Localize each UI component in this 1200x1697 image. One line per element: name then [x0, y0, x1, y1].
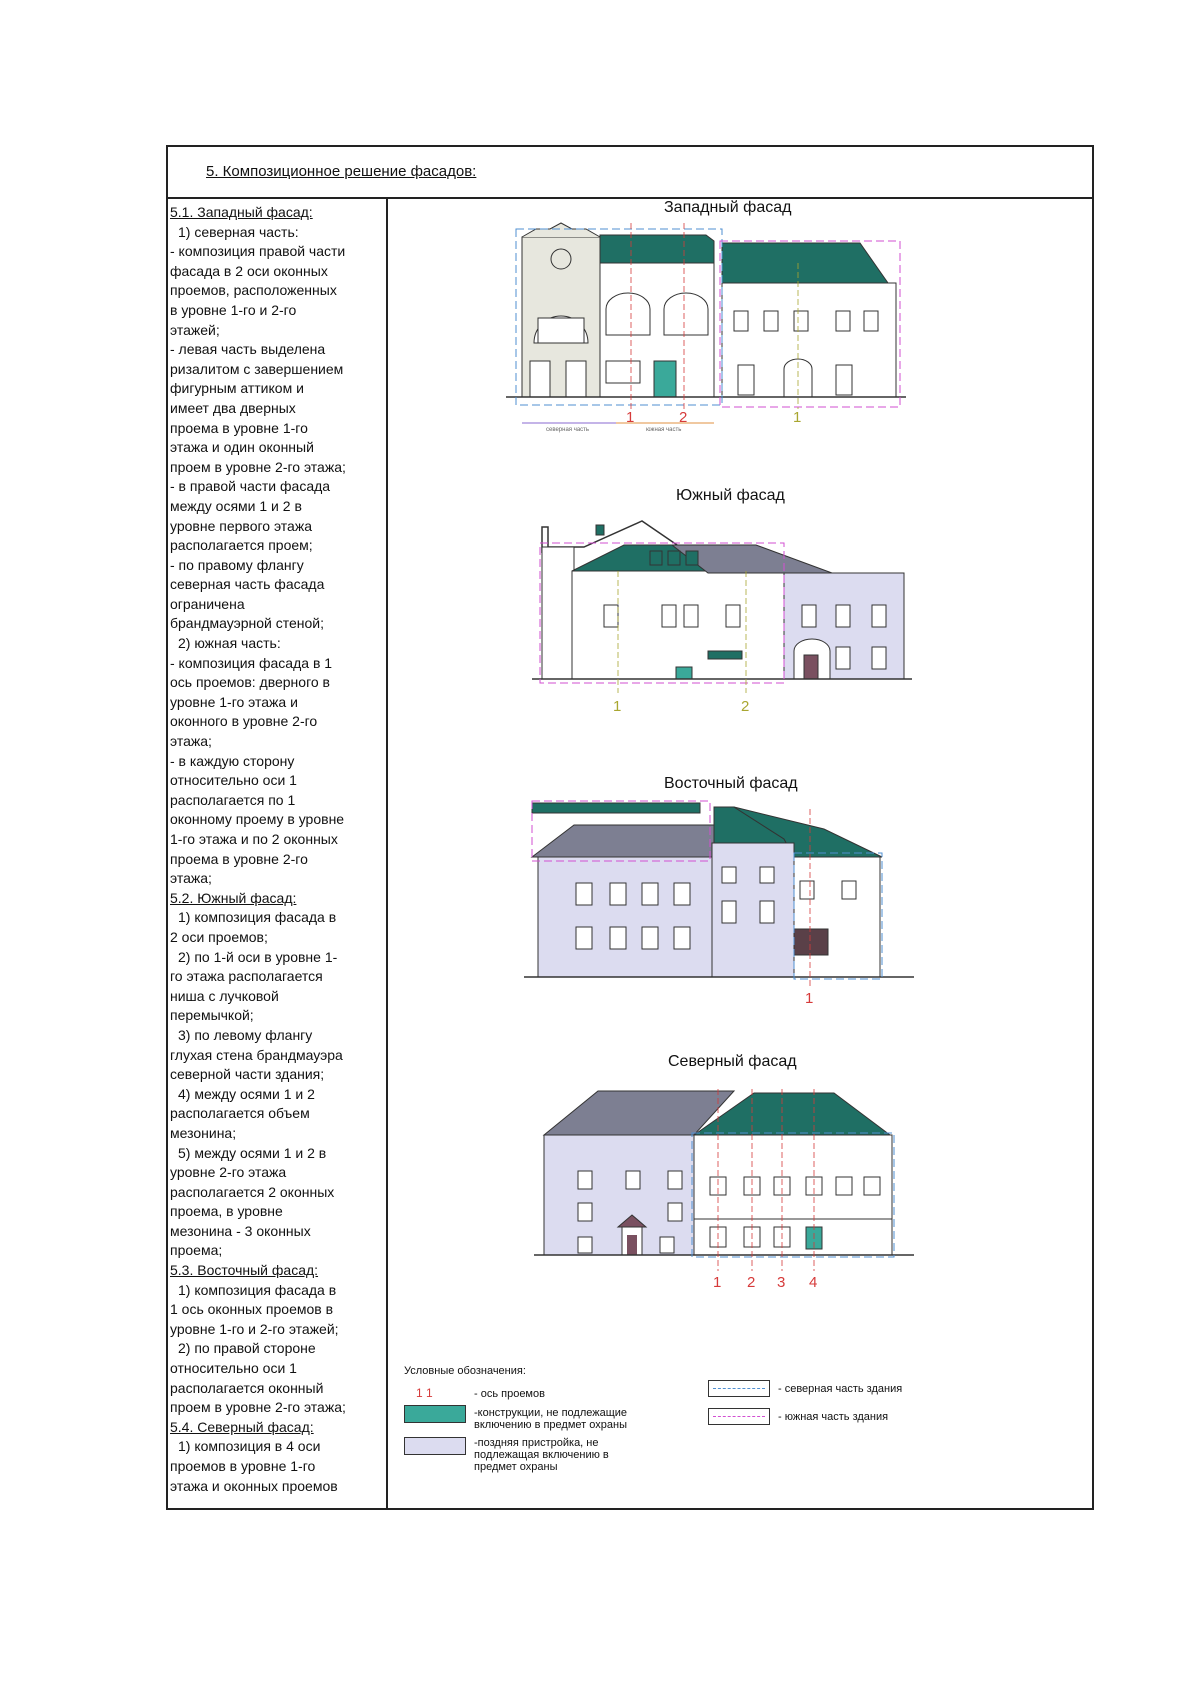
description-line: уровне 1-го этажа и [170, 693, 298, 710]
description-line: располагается проем; [170, 537, 313, 554]
description-line: уровне 2-го этажа [170, 1164, 287, 1181]
south-facade-drawing [532, 515, 912, 715]
south-axis-1: 1 [613, 698, 622, 715]
description-line: располагается оконный [170, 1379, 324, 1396]
description-line: - левая часть выделена [170, 341, 326, 358]
legend-constructions-label: -конструкции, не подлежащие включению в предмет охраны [474, 1407, 628, 1431]
legend-constructions-swatch [404, 1405, 466, 1423]
east-axis-1: 1 [805, 990, 814, 1007]
section-heading: 5.2. Южный фасад: [170, 889, 297, 906]
legend-extension-swatch [404, 1437, 466, 1455]
description-line: проема, в уровне [170, 1203, 283, 1220]
description-line: уровне первого этажа [170, 517, 312, 534]
west-part-label-south: южная часть [646, 427, 682, 433]
description-line: - в правой части фасада [170, 478, 331, 495]
east-facade-drawing [524, 799, 914, 1007]
description-line: между осями 1 и 2 в [170, 497, 302, 514]
description-line: проема в уровне 2-го [170, 850, 308, 867]
description-line: фигурным аттиком и [170, 380, 304, 397]
document-frame [166, 145, 1094, 1510]
description-line: 2) южная часть: [178, 635, 281, 652]
description-line: 5) между осями 1 и 2 в [178, 1144, 327, 1161]
west-axis-2: 2 [679, 409, 688, 426]
description-line: проем в уровне 2-го этажа; [170, 458, 346, 475]
description-line: 1) композиция фасада в [178, 1281, 337, 1298]
description-line: 4) между осями 1 и 2 [178, 1085, 315, 1102]
description-line: проемов, расположенных [170, 282, 337, 299]
description-line: 1) северная часть: [178, 223, 299, 240]
description-line: брандмауэрной стеной; [170, 615, 325, 632]
description-line: этажа; [170, 870, 212, 887]
description-line: 2) по 1-й оси в уровне 1- [178, 948, 338, 965]
west-facade-title: Западный фасад [664, 199, 792, 216]
header-row [168, 147, 1092, 199]
description-line: мезонина; [170, 1124, 237, 1141]
description-line: относительно оси 1 [170, 1360, 297, 1377]
description-line: этажа; [170, 733, 212, 750]
description-line: - композиция фасада в 1 [170, 654, 333, 671]
description-line: 1) композиция в 4 оси [178, 1438, 321, 1455]
north-facade-title: Северный фасад [668, 1053, 797, 1070]
north-axis-2: 2 [747, 1274, 756, 1291]
description-line: 1-го этажа и по 2 оконных [170, 831, 338, 847]
description-line: 2 оси проемов; [170, 928, 268, 945]
section-heading: 5.3. Восточный фасад: [170, 1262, 319, 1279]
north-facade-drawing [534, 1081, 914, 1291]
description-line: ограничена [170, 595, 245, 612]
north-axis-1: 1 [713, 1274, 722, 1291]
description-line: северной части здания; [170, 1066, 325, 1083]
west-axis-3: 1 [793, 409, 802, 426]
description-line: 3) по левому флангу [178, 1026, 313, 1043]
description-line: перемычкой; [170, 1007, 254, 1024]
legend-axis-symbol: 1 1 [416, 1386, 433, 1400]
description-line: проема; [170, 1242, 223, 1259]
description-line: - по правому флангу [170, 556, 304, 573]
west-facade-drawing [506, 223, 926, 433]
description-line: мезонина - 3 оконных [170, 1222, 311, 1239]
description-line: относительно оси 1 [170, 772, 297, 789]
description-line: проема в уровне 1-го [170, 419, 308, 436]
description-line: северная часть фасада [170, 576, 325, 593]
legend-south-label: - южная часть здания [778, 1411, 889, 1423]
description-line: имеет два дверных [170, 399, 296, 416]
description-line: ось проемов: дверного в [170, 674, 330, 691]
section-title: 5. Композиционное решение фасадов: [206, 163, 477, 180]
description-line: - в каждую сторону [170, 752, 295, 769]
description-line: 1) композиция фасада в [178, 909, 337, 926]
legend-north-swatch [708, 1380, 770, 1397]
north-axis-3: 3 [777, 1274, 786, 1291]
south-facade-title: Южный фасад [676, 487, 785, 504]
legend-title: Условные обозначения: [404, 1365, 526, 1377]
description-line: уровне 1-го и 2-го этажей; [170, 1320, 339, 1337]
description-line: располагается 2 оконных [170, 1183, 335, 1200]
north-axis-4: 4 [809, 1274, 818, 1291]
section-heading: 5.4. Северный фасад: [170, 1418, 314, 1435]
description-line: 1 ось оконных проемов в [170, 1301, 334, 1318]
description-line: в уровне 1-го и 2-го [170, 301, 297, 318]
description-line: оконного в уровне 2-го [170, 713, 318, 730]
description-line: 2) по правой стороне [178, 1340, 316, 1357]
description-line: этажа и оконных проемов [170, 1477, 338, 1494]
description-line: глухая стена брандмауэра [170, 1046, 343, 1063]
description-line: располагается по 1 [170, 791, 296, 808]
description-line: оконному проему в уровне [170, 811, 345, 828]
legend-south-swatch [708, 1408, 770, 1425]
description-line: го этажа располагается [170, 968, 323, 985]
description-line: проем в уровне 2-го этажа; [170, 1399, 346, 1416]
legend-extension-label: -поздняя пристройка, не подлежащая включению в предмет охраны [474, 1437, 609, 1473]
description-line: проемов в уровне 1-го [170, 1458, 316, 1474]
description-line: этажа и один оконный [170, 439, 314, 456]
west-part-label-north: северная часть [546, 427, 590, 433]
description-line: этажей; [170, 321, 220, 338]
section-heading: 5.1. Западный фасад: [170, 204, 313, 220]
legend-north-label: - северная часть здания [778, 1383, 903, 1395]
description-line: ризалитом с завершением [170, 360, 344, 377]
south-axis-2: 2 [741, 698, 750, 715]
description-column [168, 199, 388, 1508]
east-facade-title: Восточный фасад [664, 775, 798, 792]
west-axis-1: 1 [626, 409, 635, 426]
description-line: - композиция правой части [170, 243, 346, 260]
description-line: фасада в 2 оси оконных [170, 262, 328, 279]
legend-axis-label: - ось проемов [474, 1388, 545, 1400]
description-line: ниша с лучковой [170, 987, 279, 1004]
description-line: располагается объем [170, 1105, 310, 1122]
